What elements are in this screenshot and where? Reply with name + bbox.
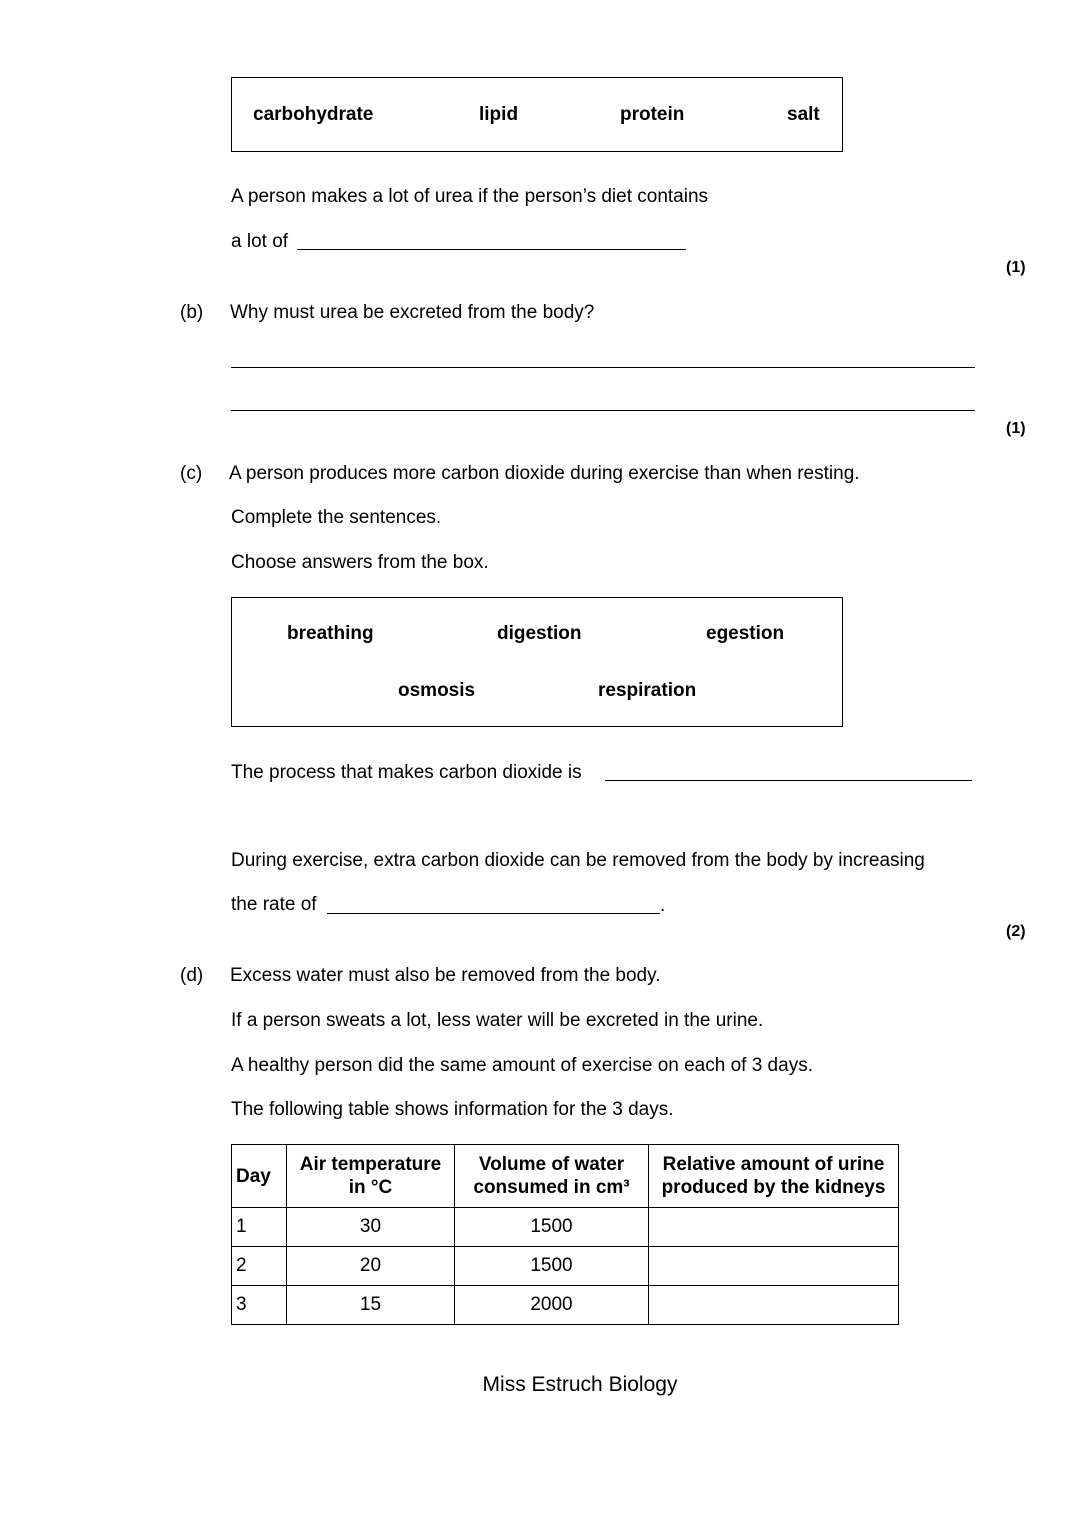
part-b-question: Why must urea be excreted from the body? xyxy=(230,302,595,323)
mark-b: (1) xyxy=(1006,420,1026,437)
mark-c: (2) xyxy=(1006,923,1026,940)
word-box-c xyxy=(231,597,843,727)
header-volume-water: Volume of water consumed in cm³ xyxy=(455,1145,649,1208)
part-c-sentence-2b: the rate of xyxy=(231,894,317,915)
cell-temperature: 15 xyxy=(287,1286,455,1325)
answer-line-c-1[interactable] xyxy=(605,780,972,781)
cell-temperature: 20 xyxy=(287,1247,455,1286)
header-relative-urine: Relative amount of urine produced by the kidneys xyxy=(649,1145,899,1208)
answer-line-c-2[interactable] xyxy=(327,913,660,914)
part-d-label: (d) xyxy=(180,965,204,986)
header-day: Day xyxy=(232,1145,287,1208)
cell-temperature: 30 xyxy=(287,1208,455,1247)
cell-day: 3 xyxy=(232,1286,287,1325)
cell-urine-answer[interactable] xyxy=(649,1247,899,1286)
footer-text: Miss Estruch Biology xyxy=(482,1373,678,1396)
word-option-protein: protein xyxy=(620,104,685,125)
word-option-breathing: breathing xyxy=(287,623,374,644)
word-option-salt: salt xyxy=(787,104,820,125)
cell-volume: 1500 xyxy=(455,1247,649,1286)
word-option-lipid: lipid xyxy=(479,104,519,125)
word-option-carbohydrate: carbohydrate xyxy=(253,104,374,125)
part-a-sentence-1: A person makes a lot of urea if the person’s diet contains xyxy=(231,186,709,207)
part-d-line-2: If a person sweats a lot, less water will be excreted in the urine. xyxy=(231,1010,764,1031)
part-a-sentence-2: a lot of xyxy=(231,231,289,252)
part-c-instruction-1: Complete the sentences. xyxy=(231,507,442,528)
table-row xyxy=(232,1286,899,1325)
part-d-line-4: The following table shows information for the 3 days. xyxy=(231,1099,674,1120)
cell-day: 1 xyxy=(232,1208,287,1247)
cell-volume: 2000 xyxy=(455,1286,649,1325)
part-c-sentence-2-end: . xyxy=(660,895,666,916)
cell-urine-answer[interactable] xyxy=(649,1286,899,1325)
answer-line-a[interactable] xyxy=(297,249,686,250)
mark-a: (1) xyxy=(1006,259,1026,276)
part-c-label: (c) xyxy=(180,463,203,484)
table-header-row xyxy=(232,1145,899,1208)
results-table xyxy=(231,1144,899,1325)
part-d-line-1: Excess water must also be removed from the body. xyxy=(230,965,661,986)
word-option-osmosis: osmosis xyxy=(398,680,476,701)
part-b-label: (b) xyxy=(180,302,204,323)
part-c-intro: A person produces more carbon dioxide during exercise than when resting. xyxy=(229,463,860,484)
word-option-egestion: egestion xyxy=(706,623,785,644)
cell-day: 2 xyxy=(232,1247,287,1286)
word-option-respiration: respiration xyxy=(598,680,697,701)
part-c-sentence-2a: During exercise, extra carbon dioxide can be removed from the body by increasing xyxy=(231,850,925,871)
header-air-temperature: Air temperature in °C xyxy=(287,1145,455,1208)
table-row xyxy=(232,1247,899,1286)
table-row xyxy=(232,1208,899,1247)
answer-line-b-2[interactable] xyxy=(231,410,975,411)
part-c-sentence-1: The process that makes carbon dioxide is xyxy=(231,762,582,783)
cell-urine-answer[interactable] xyxy=(649,1208,899,1247)
part-d-line-3: A healthy person did the same amount of exercise on each of 3 days. xyxy=(231,1055,813,1076)
part-c-instruction-2: Choose answers from the box. xyxy=(231,552,489,573)
answer-line-b-1[interactable] xyxy=(231,367,975,368)
word-option-digestion: digestion xyxy=(497,623,582,644)
cell-volume: 1500 xyxy=(455,1208,649,1247)
